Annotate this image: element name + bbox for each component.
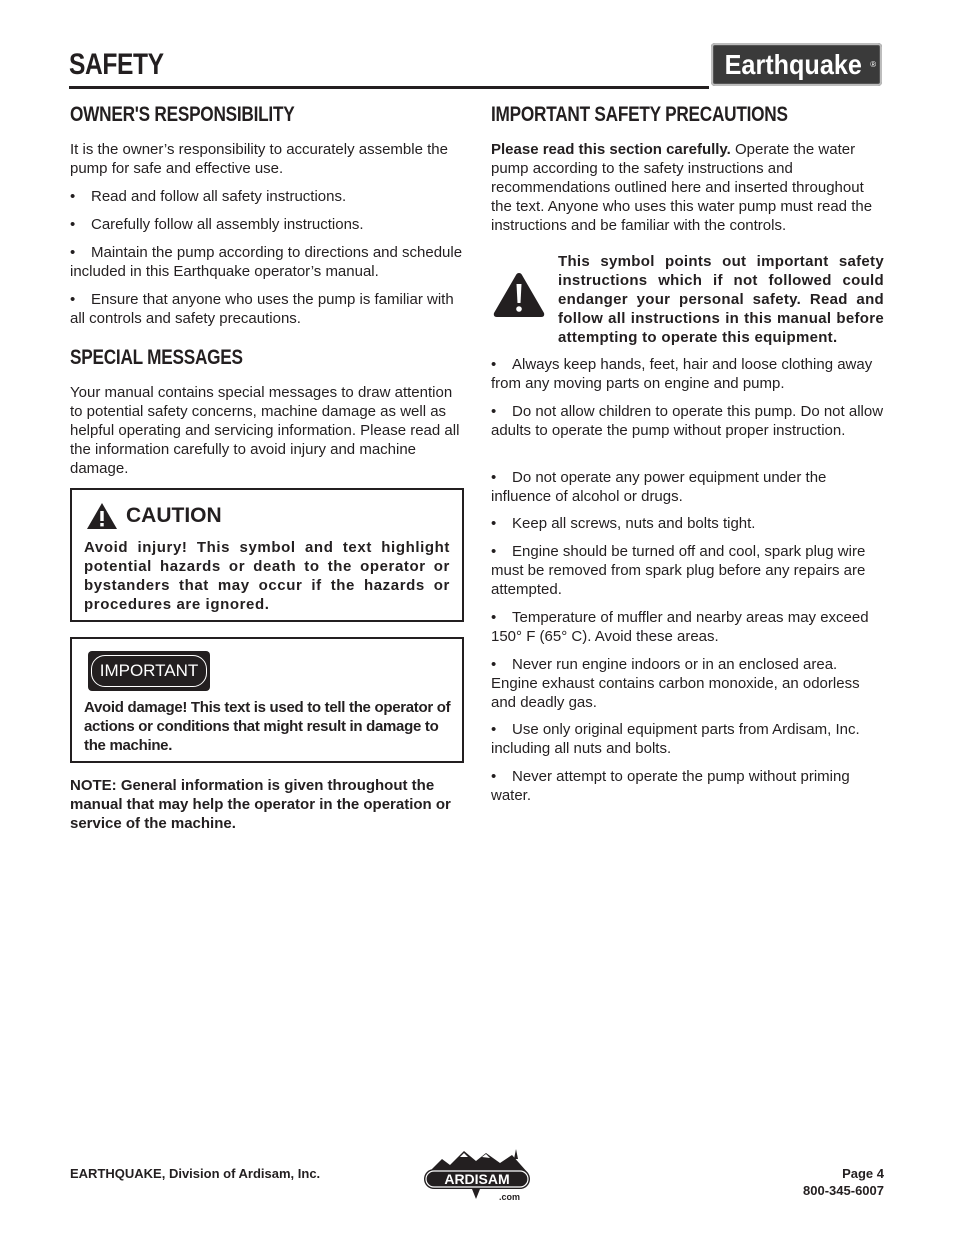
precautions-intro: Please read this section carefully. Operate the water pump according to the safety instructions and recommendations outlined here and inserted throughout the text. Anyone who uses this water pump must read the instructions and be familiar with the controls. bbox=[491, 141, 873, 234]
footer-page-info bbox=[700, 1165, 884, 1199]
ardisam-logo-text: ARDISAM bbox=[444, 1171, 510, 1187]
owners-bullet: • Maintain the pump according to directions and schedule included in this Earthquake operator’s manual. bbox=[70, 244, 463, 280]
caution-text: Avoid injury! This symbol and text highlight potential hazards or death to the operator or bystanders that may occur if the hazards or procedures are ignored. bbox=[84, 539, 450, 613]
precaution-bullet: • Always keep hands, feet, hair and loose clothing away from any moving parts on engine and pump. bbox=[491, 356, 873, 392]
page-title: SAFETY bbox=[69, 48, 164, 81]
warning-triangle-icon bbox=[86, 502, 118, 530]
important-box bbox=[70, 637, 464, 763]
ardisam-logo bbox=[420, 1145, 534, 1203]
ardisam-logo-domain: .com bbox=[498, 1192, 520, 1202]
precaution-bullet: • Keep all screws, nuts and bolts tight. bbox=[491, 515, 756, 532]
safety-alert-icon bbox=[492, 271, 546, 319]
precaution-bullet: • Engine should be turned off and cool, spark plug wire must be removed from spark plug before any repairs are attempted. bbox=[491, 543, 866, 598]
caution-box bbox=[70, 488, 464, 622]
registered-mark: ® bbox=[870, 60, 877, 69]
precaution-bullet: • Do not operate any power equipment under the influence of alcohol or drugs. bbox=[491, 469, 827, 505]
important-text: Avoid damage! This text is used to tell the operator of actions or conditions that might result in damage to the machine. bbox=[84, 699, 451, 754]
title-rule bbox=[69, 86, 709, 89]
owners-bullet: • Ensure that anyone who uses the pump is familiar with all controls and safety precautions. bbox=[70, 291, 454, 327]
earthquake-logo bbox=[711, 43, 882, 86]
important-label: IMPORTANT bbox=[91, 655, 207, 687]
precaution-bullet: • Do not allow children to operate this pump. Do not allow adults to operate the pump without proper instruction. bbox=[491, 403, 884, 439]
precaution-bullet: • Never attempt to operate the pump without priming water. bbox=[491, 768, 850, 804]
special-messages-heading: SPECIAL MESSAGES bbox=[70, 346, 243, 369]
special-messages-text: Your manual contains special messages to draw attention to potential safety concerns, machine damage as well as helpful operating and servicing information. Please read all the information carefully to avoid injury and machine damage. bbox=[70, 384, 460, 477]
precaution-bullet: • Temperature of muffler and nearby areas may exceed 150° F (65° C). Avoid these areas. bbox=[491, 609, 869, 645]
safety-symbol-text: This symbol points out important safety instructions which if not followed could endanger your personal safety. Read and follow all instructions in this manual before attempting to operate this equipment. bbox=[558, 253, 884, 346]
precaution-bullet: • Use only original equipment parts from Ardisam, Inc. including all nuts and bolts. bbox=[491, 721, 860, 757]
brand-name: Earthquake bbox=[724, 48, 862, 80]
footer-company: EARTHQUAKE, Division of Ardisam, Inc. bbox=[70, 1166, 321, 1181]
page-number: Page 4 bbox=[842, 1166, 884, 1181]
owners-responsibility-heading: OWNER'S RESPONSIBILITY bbox=[70, 103, 295, 126]
precaution-bullet: • Never run engine indoors or in an enclosed area. Engine exhaust contains carbon monoxide, an odorless and deadly gas. bbox=[491, 656, 860, 711]
note-text: NOTE: General information is given throughout the manual that may help the operator in the operation or service of the machine. bbox=[70, 777, 451, 832]
phone-number: 800-345-6007 bbox=[803, 1183, 884, 1198]
owners-intro: It is the owner’s responsibility to accurately assemble the pump for safe and effective use. bbox=[70, 141, 448, 177]
owners-bullet: • Carefully follow all assembly instructions. bbox=[70, 216, 364, 233]
precautions-heading: IMPORTANT SAFETY PRECAUTIONS bbox=[491, 103, 788, 126]
owners-bullet: • Read and follow all safety instructions. bbox=[70, 188, 347, 205]
caution-label: CAUTION bbox=[126, 504, 222, 527]
important-badge bbox=[88, 651, 210, 691]
